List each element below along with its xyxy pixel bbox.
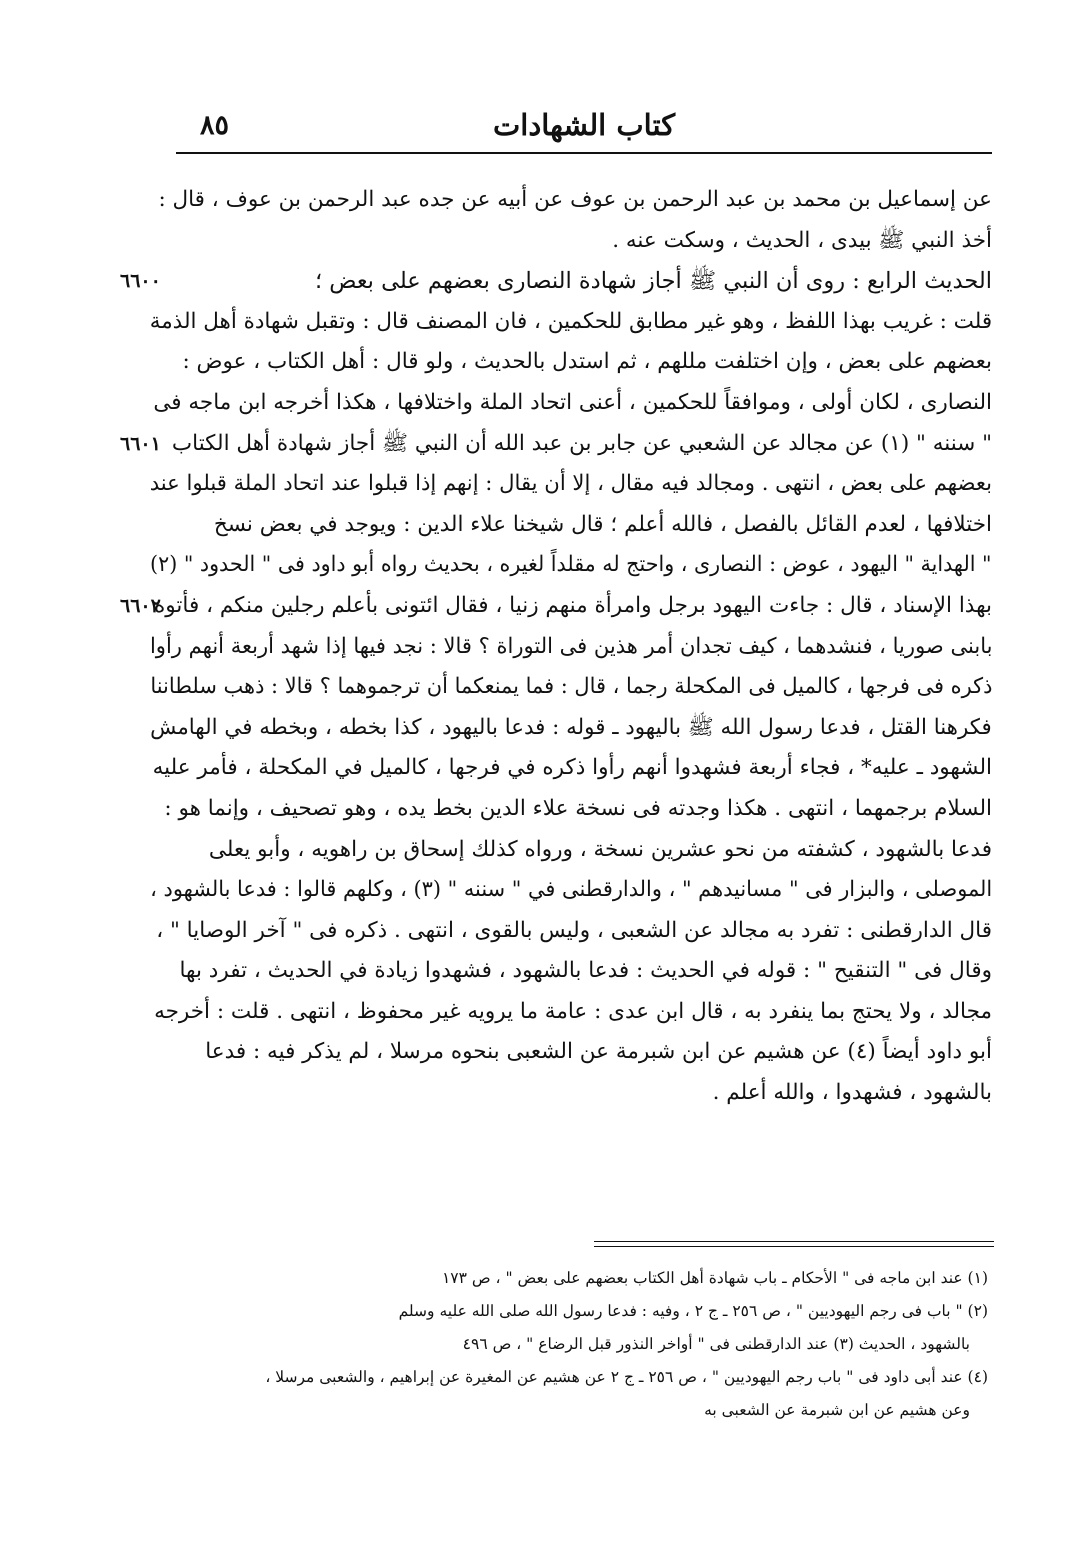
text-line — [120, 261, 992, 302]
page-header — [178, 108, 990, 152]
text-line — [150, 708, 992, 749]
line-text: بعضهم على بعض ، وإن اختلفت مللهم ، ثم استدل بالحديث ، ولو قال : أهل الكتاب ، عوض : — [182, 349, 992, 375]
line-text: بالشهود ، فشهدوا ، والله أعلم . — [712, 1080, 992, 1106]
text-line — [150, 789, 992, 830]
text-line — [150, 870, 992, 911]
text-line — [150, 302, 992, 343]
line-text: فكرهنا القتل ، فدعا رسول الله ﷺ باليهود ـ قوله : فدعا باليهود ، كذا بخطه ، وبخطه في الهامش — [150, 714, 992, 740]
line-text: النصارى ، لكان أولى ، وموافقاً للحكمين ، أعنى اتحاد الملة واختلافها ، هكذا أخرجه ابن ماجه فى — [153, 389, 992, 415]
main-text — [120, 180, 992, 1114]
text-line — [150, 464, 992, 505]
header-rule — [176, 152, 992, 154]
running-title: كتاب الشهادات — [492, 108, 676, 142]
line-text: الموصلى ، والبزار فى " مسانيدهم " ، والدارقطنى في " سننه " (٣) ، وكلهم قالوا : فدعا بالشهود ، — [149, 877, 992, 903]
text-line — [150, 383, 992, 424]
text-line — [150, 830, 992, 871]
footnote-line: وعن هشيم عن ابن شبرمة عن الشعبى به — [704, 1401, 970, 1419]
text-line — [120, 424, 992, 465]
hadith-number: ٦٦٠٢ — [120, 594, 161, 617]
line-text: " سننه " (١) عن مجالد عن الشعبي عن جابر بن عبد الله أن النبي ﷺ أجاز شهادة أهل الكتاب — [171, 430, 992, 456]
line-text: وقال فى " التنقيح " : قوله في الحديث : فدعا بالشهود ، فشهدوا زيادة في الحديث ، تفرد بها — [179, 958, 992, 984]
footnote-line: (٤) عند أبى داود فى " باب رجم اليهوديين " ، ص ٢٥٦ ـ ج ٢ عن هشيم عن المغيرة عن إبراهيم ، والشعبى مرسلا ، — [265, 1368, 988, 1386]
text-line — [150, 505, 992, 546]
line-text: " الهداية " اليهود ، عوض : النصارى ، واحتج له مقلداً لغيره ، بحديث رواه أبو داود فى " الحدود " (٢) — [150, 552, 992, 578]
text-line — [150, 992, 992, 1033]
line-text: أخذ النبي ﷺ بيدى ، الحديث ، وسكت عنه . — [612, 227, 992, 253]
text-line — [150, 911, 992, 952]
footnote-line: (١) عند ابن ماجه فى " الأحكام ـ باب شهادة أهل الكتاب بعضهم على بعض " ، ص ١٧٣ — [441, 1269, 988, 1287]
footnote-line: بالشهود ، الحديث (٣) عند الدارقطنى فى " أواخر النذور قبل الرضاع " ، ص ٤٩٦ — [462, 1335, 970, 1353]
text-line — [150, 1032, 992, 1073]
line-text: بهذا الإسناد ، قال : جاءت اليهود برجل وامرأة منهم زنيا ، فقال ائتونى بأعلم رجلين منكم ، فأتوه — [154, 592, 992, 618]
text-line — [150, 951, 992, 992]
text-line — [150, 221, 992, 262]
text-line — [150, 545, 992, 586]
line-text: الشهود ـ عليه* ، فجاء أربعة فشهدوا أنهم رأوا ذكره في فرجها ، كالميل في المكحلة ، فأمر عليه — [152, 755, 992, 781]
line-text: الحديث الرابع : روى أن النبي ﷺ أجاز شهادة النصارى بعضهم على بعض ؛ — [314, 268, 992, 295]
text-line — [120, 586, 992, 627]
line-text: مجالد ، ولا يحتج بما ينفرد به ، قال ابن عدى : عامة ما يرويه غير محفوظ ، انتهى . قلت : أخرجه — [154, 998, 992, 1024]
hadith-number: ٦٦٠٠ — [120, 270, 161, 293]
line-text: بعضهم على بعض ، انتهى . ومجالد فيه مقال ، إلا أن يقال : إنهم إذا قبلوا عند اتحاد الملة قبلوا عند — [149, 471, 992, 497]
footnotes — [178, 1262, 988, 1427]
line-text: ذكره فى فرجها ، كالميل فى المكحلة رجما ، قال : فما يمنعكما أن ترجموهما ؟ قالا : ذهب سلطاننا — [149, 674, 992, 700]
page-number: ٨٥ — [200, 110, 230, 141]
text-line — [150, 342, 992, 383]
line-text: عن إسماعيل بن محمد بن عبد الرحمن بن عوف عن أبيه عن جده عبد الرحمن بن عوف ، قال : — [158, 187, 992, 212]
line-text: السلام برجمهما ، انتهى . هكذا وجدته فى نسخة علاء الدين بخط يده ، وهو تصحيف ، وإنما هو : — [164, 795, 992, 821]
line-text: فدعا بالشهود ، كشفته من نحو عشرين نسخة ، ورواه كذلك إسحاق بن راهويه ، وأبو يعلى — [208, 836, 992, 862]
line-text: بابنى صوريا ، فنشدهما ، كيف تجدان أمر هذين فى التوراة ؟ قالا : نجد فيها إذا شهد أربعة أنهم رأوا — [149, 633, 992, 659]
text-line — [150, 627, 992, 668]
text-line — [150, 180, 992, 221]
text-line — [150, 748, 992, 789]
line-text: قلت : غريب بهذا اللفظ ، وهو غير مطابق للحكمين ، فان المصنف قال : وتقبل شهادة أهل الذمة — [149, 308, 992, 334]
footnote-divider — [594, 1241, 994, 1242]
footnote-divider — [594, 1246, 994, 1247]
line-text: أبو داود أيضاً (٤) عن هشيم عن ابن شبرمة عن الشعبى بنحوه مرسلا ، لم يذكر فيه : فدعا — [205, 1039, 992, 1065]
hadith-number: ٦٦٠١ — [120, 432, 161, 455]
text-line — [150, 1073, 992, 1114]
line-text: اختلافها ، لعدم القائل بالفصل ، فالله أعلم ؛ قال شيخنا علاء الدين : ويوجد في بعض نسخ — [213, 511, 992, 537]
text-line — [150, 667, 992, 708]
line-text: قال الدارقطنى : تفرد به مجالد عن الشعبى ، وليس بالقوى ، انتهى . ذكره فى " آخر الوصايا " ، — [156, 917, 992, 943]
footnote-line: (٢) " باب فى رجم اليهوديين " ، ص ٢٥٦ ـ ج ٢ ، وفيه : فدعا رسول الله صلى الله عليه وسلم — [398, 1302, 988, 1320]
